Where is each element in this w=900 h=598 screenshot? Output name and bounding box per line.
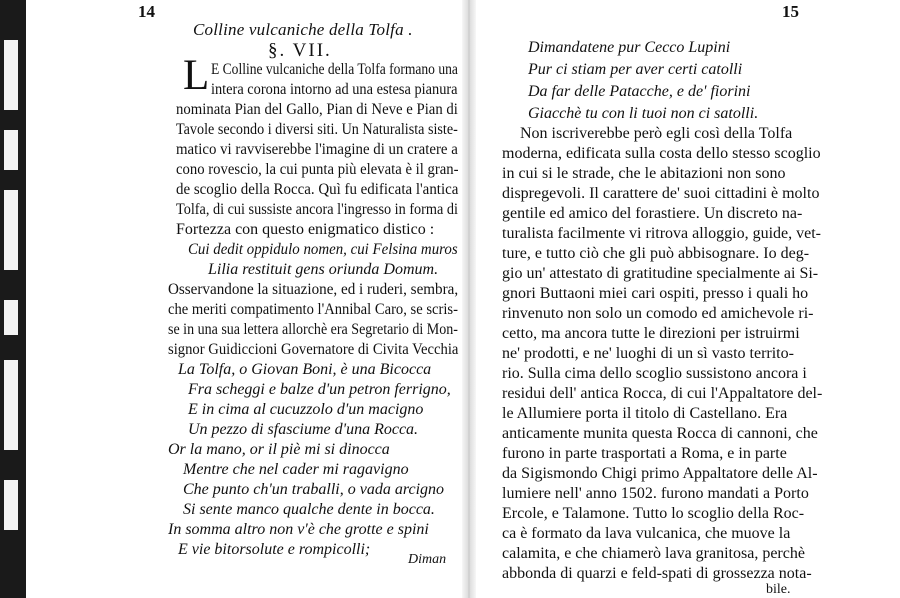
text-line: matico vi ravviserebbe l'imagine di un cratere a	[176, 141, 458, 158]
book-spine	[0, 0, 26, 598]
text-line: ture, e tutto ciò che gli può abbisognare. Io deg-	[502, 245, 810, 262]
verse-line: In somma altro non v'è che grotte e spini	[168, 521, 429, 538]
right-page	[478, 0, 898, 598]
text-line: Fortezza con questo enigmatico distico :	[176, 221, 435, 238]
text-line: abbonda di quarzi e feld-spati di grossezza nota-	[502, 565, 812, 582]
text-line: cono rovescio, la cui punta più elevata è il gran-	[176, 161, 459, 178]
catchword: bile.	[766, 582, 791, 597]
text-line: turalista facilmente vi ritrova alloggio, guide, vet-	[502, 225, 822, 242]
verse-line: Da far delle Patacche, e de' fiorini	[528, 83, 751, 100]
text-line: lumiere nell' anno 1502. furono mandati a Porto	[502, 485, 809, 502]
text-line: Tavole secondo i diversi siti. Un Naturalista siste-	[176, 121, 458, 138]
text-line: gentile ed amico del forastiere. Un discreto na-	[502, 205, 803, 222]
text-line: E Colline vulcaniche della Tolfa formano una	[211, 61, 458, 78]
verse-line: Mentre che nel cader mi ragavigno	[183, 461, 409, 478]
verse-line: Un pezzo di sfasciume d'una Rocca.	[188, 421, 419, 438]
verse-line: Or la mano, or il piè mi si dinocca	[168, 441, 390, 458]
text-line: anticamente munita questa Rocca di cannoni, che	[502, 425, 818, 442]
text-line: Cui dedit oppidulo nomen, cui Felsina muros	[188, 241, 458, 258]
page-gutter	[462, 0, 476, 598]
text-line: gnori Buttaoni miei cari ospiti, presso i quali ho	[502, 285, 809, 302]
text-line: furono in parte trasportati a Roma, e in parte	[502, 445, 787, 462]
running-title: Colline vulcaniche della Tolfa .	[193, 20, 413, 39]
text-line: gio un' attestato di gratitudine specialmente ai Si-	[502, 265, 819, 282]
section-heading: §. VII.	[268, 40, 332, 61]
catchword: Diman	[408, 552, 447, 567]
verse-line: Si sente manco qualche dente in bocca.	[183, 501, 435, 518]
text-line: Tolfa, di cui sussiste ancora l'ingresso in forma di	[176, 201, 458, 218]
text-line: cetto, ma ancora tutte le direzioni per istruirmi	[502, 325, 800, 342]
drop-cap: L	[183, 52, 210, 99]
text-line: Non iscriverebbe però egli così della Tolfa	[520, 125, 793, 142]
text-line: calamita, e che chiamerò lava granitosa, perchè	[502, 545, 805, 562]
verse-line: Che punto ch'un traballi, o vada arcigno	[183, 481, 445, 498]
left-page	[28, 0, 460, 598]
page-number: 15	[782, 2, 799, 21]
text-line: che meriti compatimento l'Annibal Caro, se scris-	[168, 301, 458, 318]
text-line: in cui si le strade, che le abitazioni non sono	[502, 165, 786, 182]
text-line: rio. Sulla cima dello scoglio sussistono ancora i	[502, 365, 807, 382]
verse-line: E vie bitorsolute e rompicolli;	[178, 541, 371, 558]
verse-line: Fra scheggi e balze d'un petron ferrigno,	[188, 381, 451, 398]
text-line: da Sigismondo Chigi primo Appaltatore delle Al-	[502, 465, 818, 482]
text-line: se in una sua lettera allorchè era Segretario di Mon-	[168, 321, 458, 338]
text-line: ca è formato da lava vulcanica, che muove la	[502, 525, 791, 542]
text-line: signor Guidiccioni Governatore di Civita Vecchia	[168, 341, 459, 358]
text-line: le Allumiere porta il titolo di Castellano. Era	[502, 405, 788, 422]
text-line: nominata Pian del Gallo, Pian di Neve e Pian di	[176, 101, 458, 118]
verse-line: E in cima al cucuzzolo d'un macigno	[188, 401, 424, 418]
text-line: de scoglio della Rocca. Quì fu edificata l'antica	[176, 181, 459, 198]
verse-line: Pur ci stiam per aver certi catolli	[528, 61, 743, 78]
text-line: Osservandone la situazione, ed i ruderi, sembra,	[168, 281, 459, 298]
verse-line: La Tolfa, o Giovan Boni, è una Bicocca	[178, 361, 432, 378]
page-number: 14	[138, 2, 155, 21]
text-line: moderna, edificata sulla costa dello stesso scoglio	[502, 145, 821, 162]
text-line: dispregevoli. Il carattere de' suoi cittadini è molto	[502, 185, 820, 202]
text-line: rinvenuto non solo un comodo ed amichevole ri-	[502, 305, 814, 322]
text-line: ne' prodotti, e ne' luoghi di un sì vasto territo-	[502, 345, 794, 362]
verse-line: Dimandatene pur Cecco Lupini	[528, 39, 731, 56]
verse-line: Giacchè tu con li tuoi non ci satolli.	[528, 105, 759, 122]
text-line: Ercole, e Talamone. Tutto lo scoglio della Roc-	[502, 505, 805, 522]
text-line: intera corona intorno ad una estesa pianura	[211, 81, 458, 98]
text-line: Lilia restituit gens oriunda Domum.	[208, 261, 439, 278]
text-line: residui dell' antica Rocca, di cui l'Appaltatore del-	[502, 385, 823, 402]
